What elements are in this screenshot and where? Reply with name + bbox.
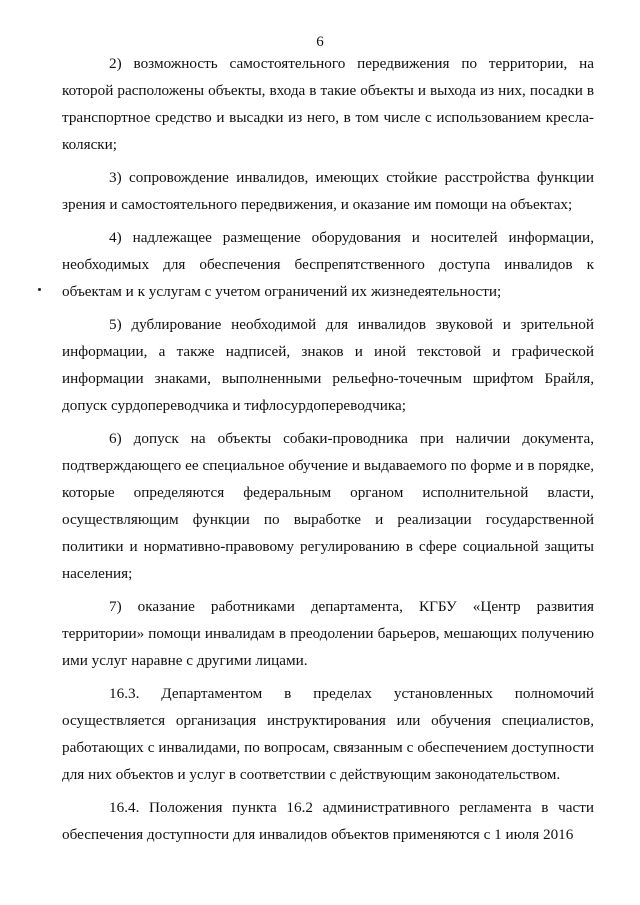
paragraph-16-3: 16.3. Департаментом в пределах установленных полномочий осуществляется организация инструктирования или обучения специалистов, работающих с инвалидами, по вопросам, связанным с обеспечением доступности для них объектов и услуг в соответствии с действующим законодательством.	[62, 685, 594, 783]
paragraph-item-6: 6) допуск на объекты собаки-проводника при наличии документа, подтверждающего ее специальное обучение и выдаваемого по форме и в порядке, которые определяются федеральным органом исполнительной власти, осуществляющим функции по выработке и реализации государственной политики и нормативно-правовому регулированию в сфере социальной защиты населения;	[62, 430, 594, 582]
document-body	[62, 50, 594, 854]
paragraph-item-5: 5) дублирование необходимой для инвалидов звуковой и зрительной информации, а также надписей, знаков и иной текстовой и графической информации знаками, выполненными рельефно-точечным шрифтом Брайля, допуск сурдопереводчика и тифлосурдопереводчика;	[62, 316, 594, 414]
page-number: 6	[316, 34, 324, 50]
paragraph-item-3: 3) сопровождение инвалидов, имеющих стойкие расстройства функции зрения и самостоятельного передвижения, и оказание им помощи на объектах;	[62, 169, 594, 213]
margin-mark	[38, 288, 41, 291]
paragraph-item-2: 2) возможность самостоятельного передвижения по территории, на которой расположены объекты, входа в такие объекты и выхода из них, посадки в транспортное средство и высадки из него, в том числе с использованием кресла-коляски;	[62, 55, 594, 153]
paragraph-item-7: 7) оказание работниками департамента, КГБУ «Центр развития территории» помощи инвалидам в преодолении барьеров, мешающих получению ими услуг наравне с другими лицами.	[62, 598, 594, 669]
paragraph-item-4: 4) надлежащее размещение оборудования и носителей информации, необходимых для обеспечения беспрепятственного доступа инвалидов к объектам и к услугам с учетом ограничений их жизнедеятельности;	[62, 229, 594, 300]
paragraph-16-4: 16.4. Положения пункта 16.2 административного регламента в части обеспечения доступности для инвалидов объектов применяются с 1 июля 2016	[62, 799, 594, 843]
